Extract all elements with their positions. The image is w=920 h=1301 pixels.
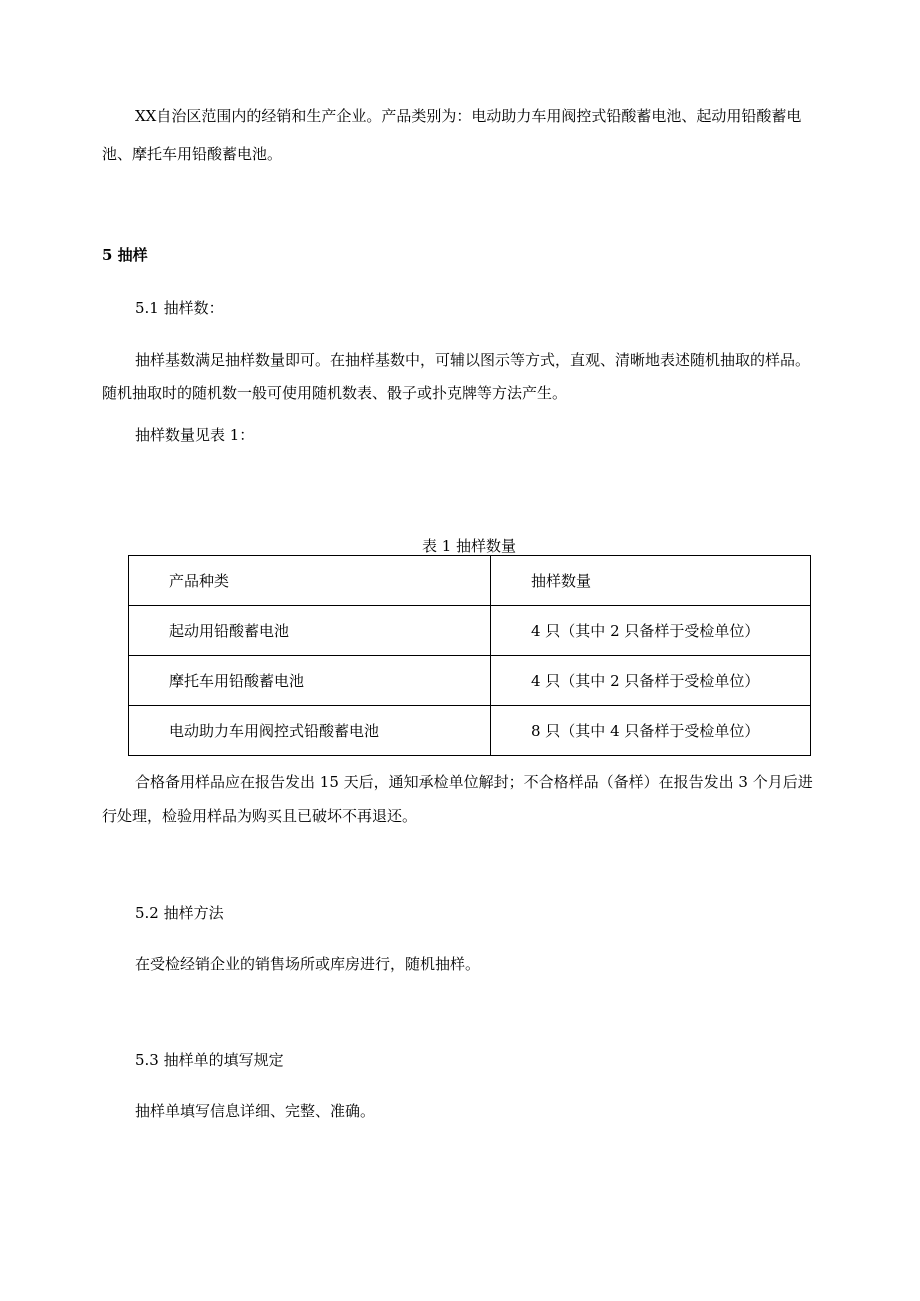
intro-line-1: XX自治区范围内的经销和生产企业。产品类别为：电动助力车用阀控式铅酸蓄电池、起动用铅酸蓄电	[135, 107, 802, 125]
table-row	[129, 706, 811, 756]
header-sample-quantity: 抽样数量	[491, 556, 811, 606]
sample-quantity-cell: 8 只（其中 4 只备样于受检单位）	[491, 706, 811, 756]
header-product-type: 产品种类	[129, 556, 491, 606]
table-row	[129, 606, 811, 656]
section-5-2-heading: 5.2 抽样方法	[135, 904, 224, 922]
section-5-3-text: 抽样单填写信息详细、完整、准确。	[135, 1102, 376, 1120]
sample-quantity-cell: 4 只（其中 2 只备样于受检单位）	[491, 606, 811, 656]
sample-quantity-cell: 4 只（其中 2 只备样于受检单位）	[491, 656, 811, 706]
section-5-3-heading: 5.3 抽样单的填写规定	[135, 1051, 284, 1069]
sampling-quantity-table	[128, 555, 811, 756]
section-5-1-heading: 5.1 抽样数：	[135, 299, 224, 317]
product-type-cell: 电动助力车用阀控式铅酸蓄电池	[129, 706, 491, 756]
section-5-2-text: 在受检经销企业的销售场所或库房进行，随机抽样。	[135, 955, 481, 973]
retention-para-line-2: 行处理，检验用样品为购买且已破坏不再退还。	[102, 807, 418, 825]
section-5-heading: 5 抽样	[102, 246, 148, 264]
sampling-table-reference: 抽样数量见表 1：	[135, 426, 255, 444]
table-caption: 表 1 抽样数量	[421, 537, 517, 555]
product-type-cell: 起动用铅酸蓄电池	[129, 606, 491, 656]
sampling-para-line-2: 随机抽取时的随机数一般可使用随机数表、骰子或扑克牌等方法产生。	[102, 384, 568, 402]
retention-para-line-1: 合格备用样品应在报告发出 15 天后，通知承检单位解封；不合格样品（备样）在报告发出 3 个月后进	[135, 773, 813, 791]
table-row	[129, 656, 811, 706]
sampling-para-line-1: 抽样基数满足抽样数量即可。在抽样基数中，可辅以图示等方式，直观、清晰地表述随机抽取的样品。	[135, 351, 811, 369]
product-type-cell: 摩托车用铅酸蓄电池	[129, 656, 491, 706]
intro-line-2: 池、摩托车用铅酸蓄电池。	[102, 145, 283, 163]
table-header-row	[129, 556, 811, 606]
